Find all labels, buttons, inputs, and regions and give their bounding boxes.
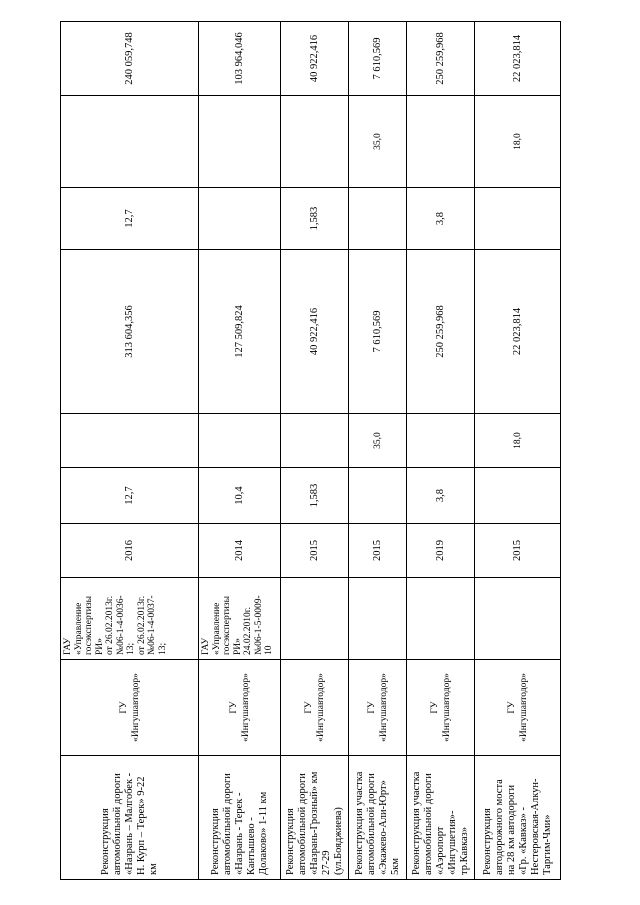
bridge-length-commissioned-cell bbox=[281, 96, 349, 188]
remaining-cost-cell: 103 964,046 bbox=[199, 22, 281, 96]
bridge-length-commissioned-cell: 18,0 bbox=[475, 96, 561, 188]
expertise-cell bbox=[475, 578, 561, 660]
road-length-commissioned-cell bbox=[349, 188, 407, 250]
organization-cell: ГУ «Ингушавтодор» bbox=[61, 660, 199, 756]
road-length-cell: 3,8 bbox=[407, 468, 475, 524]
road-length-commissioned-cell bbox=[199, 188, 281, 250]
organization-cell: ГУ «Ингушавтодор» bbox=[407, 660, 475, 756]
road-length-commissioned-cell: 3,8 bbox=[407, 188, 475, 250]
remaining-cost-cell: 240 059,748 bbox=[61, 22, 199, 96]
objects-table bbox=[60, 21, 561, 880]
table-row bbox=[61, 22, 199, 880]
bridge-length-commissioned-cell bbox=[199, 96, 281, 188]
estimated-cost-cell: 313 604,356 bbox=[61, 250, 199, 414]
organization-cell: ГУ «Ингушавтодор» bbox=[349, 660, 407, 756]
table-row bbox=[407, 22, 475, 880]
bridge-length-commissioned-cell: 35,0 bbox=[349, 96, 407, 188]
estimated-cost-cell: 127 509,824 bbox=[199, 250, 281, 414]
estimated-cost-cell: 22 023,814 bbox=[475, 250, 561, 414]
year-cell: 2019 bbox=[407, 524, 475, 578]
estimated-cost-cell: 250 259,968 bbox=[407, 250, 475, 414]
bridge-length-cell: 18,0 bbox=[475, 414, 561, 468]
road-length-cell: 12,7 bbox=[61, 468, 199, 524]
table-row bbox=[199, 22, 281, 880]
expertise-cell bbox=[349, 578, 407, 660]
bridge-length-commissioned-cell bbox=[407, 96, 475, 188]
organization-cell: ГУ «Ингушавтодор» bbox=[475, 660, 561, 756]
expertise-cell bbox=[281, 578, 349, 660]
road-length-cell bbox=[349, 468, 407, 524]
year-cell: 2014 bbox=[199, 524, 281, 578]
object-name-cell: Реконструкция автодорожного моста на 28 км автодороги «Гр. «Кавказ» - Нестеровская-Алкун- Таргим-Чми» bbox=[475, 756, 561, 880]
bridge-length-cell bbox=[281, 414, 349, 468]
estimated-cost-cell: 40 922,416 bbox=[281, 250, 349, 414]
road-length-cell bbox=[475, 468, 561, 524]
bridge-length-commissioned-cell bbox=[61, 96, 199, 188]
year-cell: 2015 bbox=[475, 524, 561, 578]
object-name-cell: Реконструкция автомобильной дороги «Назрань – Малгобек - Н. Курп – Терек» 9-22 км bbox=[61, 756, 199, 880]
object-name-cell: Реконструкция участка автомобильной дороги «Аэропорт «Ингушетия»- тр.Кавказ» bbox=[407, 756, 475, 880]
bridge-length-cell bbox=[61, 414, 199, 468]
remaining-cost-cell: 22 023,814 bbox=[475, 22, 561, 96]
object-name-cell: Реконструкция автомобильной дороги «Назрань-Грозный» км 27-29 (ул.Бояджиева) bbox=[281, 756, 349, 880]
rotated-table-page bbox=[60, 22, 560, 880]
object-name-cell: Реконструкция автомобильной дороги «Назрань - Терек - Кантышево - Долаково» 1-11 км bbox=[199, 756, 281, 880]
expertise-cell: ГАУ «Управление госэкспертизы РИ» от 26.02.2013г. №06-1-4-0036- 13; от 26.02.2013г. №06-1-4-0037- 13; bbox=[61, 578, 199, 660]
table-row bbox=[281, 22, 349, 880]
object-name-cell: Реконструкция участка автомобильной дороги «Экажево-Али-Юрт» 5км bbox=[349, 756, 407, 880]
road-length-commissioned-cell bbox=[475, 188, 561, 250]
year-cell: 2016 bbox=[61, 524, 199, 578]
road-length-commissioned-cell: 1,583 bbox=[281, 188, 349, 250]
year-cell: 2015 bbox=[281, 524, 349, 578]
expertise-cell: ГАУ «Управление госэкспертизы РИ» 24.02.2010г. №06-1-5-0009- 10 bbox=[199, 578, 281, 660]
organization-cell: ГУ «Ингушавтодор» bbox=[199, 660, 281, 756]
remaining-cost-cell: 7 610,569 bbox=[349, 22, 407, 96]
bridge-length-cell bbox=[407, 414, 475, 468]
year-cell: 2015 bbox=[349, 524, 407, 578]
road-length-commissioned-cell: 12,7 bbox=[61, 188, 199, 250]
organization-cell: ГУ «Ингушавтодор» bbox=[281, 660, 349, 756]
estimated-cost-cell: 7 610,569 bbox=[349, 250, 407, 414]
expertise-cell bbox=[407, 578, 475, 660]
remaining-cost-cell: 250 259,968 bbox=[407, 22, 475, 96]
bridge-length-cell: 35,0 bbox=[349, 414, 407, 468]
remaining-cost-cell: 40 922,416 bbox=[281, 22, 349, 96]
table-row bbox=[475, 22, 561, 880]
road-length-cell: 1,583 bbox=[281, 468, 349, 524]
road-length-cell: 10,4 bbox=[199, 468, 281, 524]
bridge-length-cell bbox=[199, 414, 281, 468]
table-row bbox=[349, 22, 407, 880]
